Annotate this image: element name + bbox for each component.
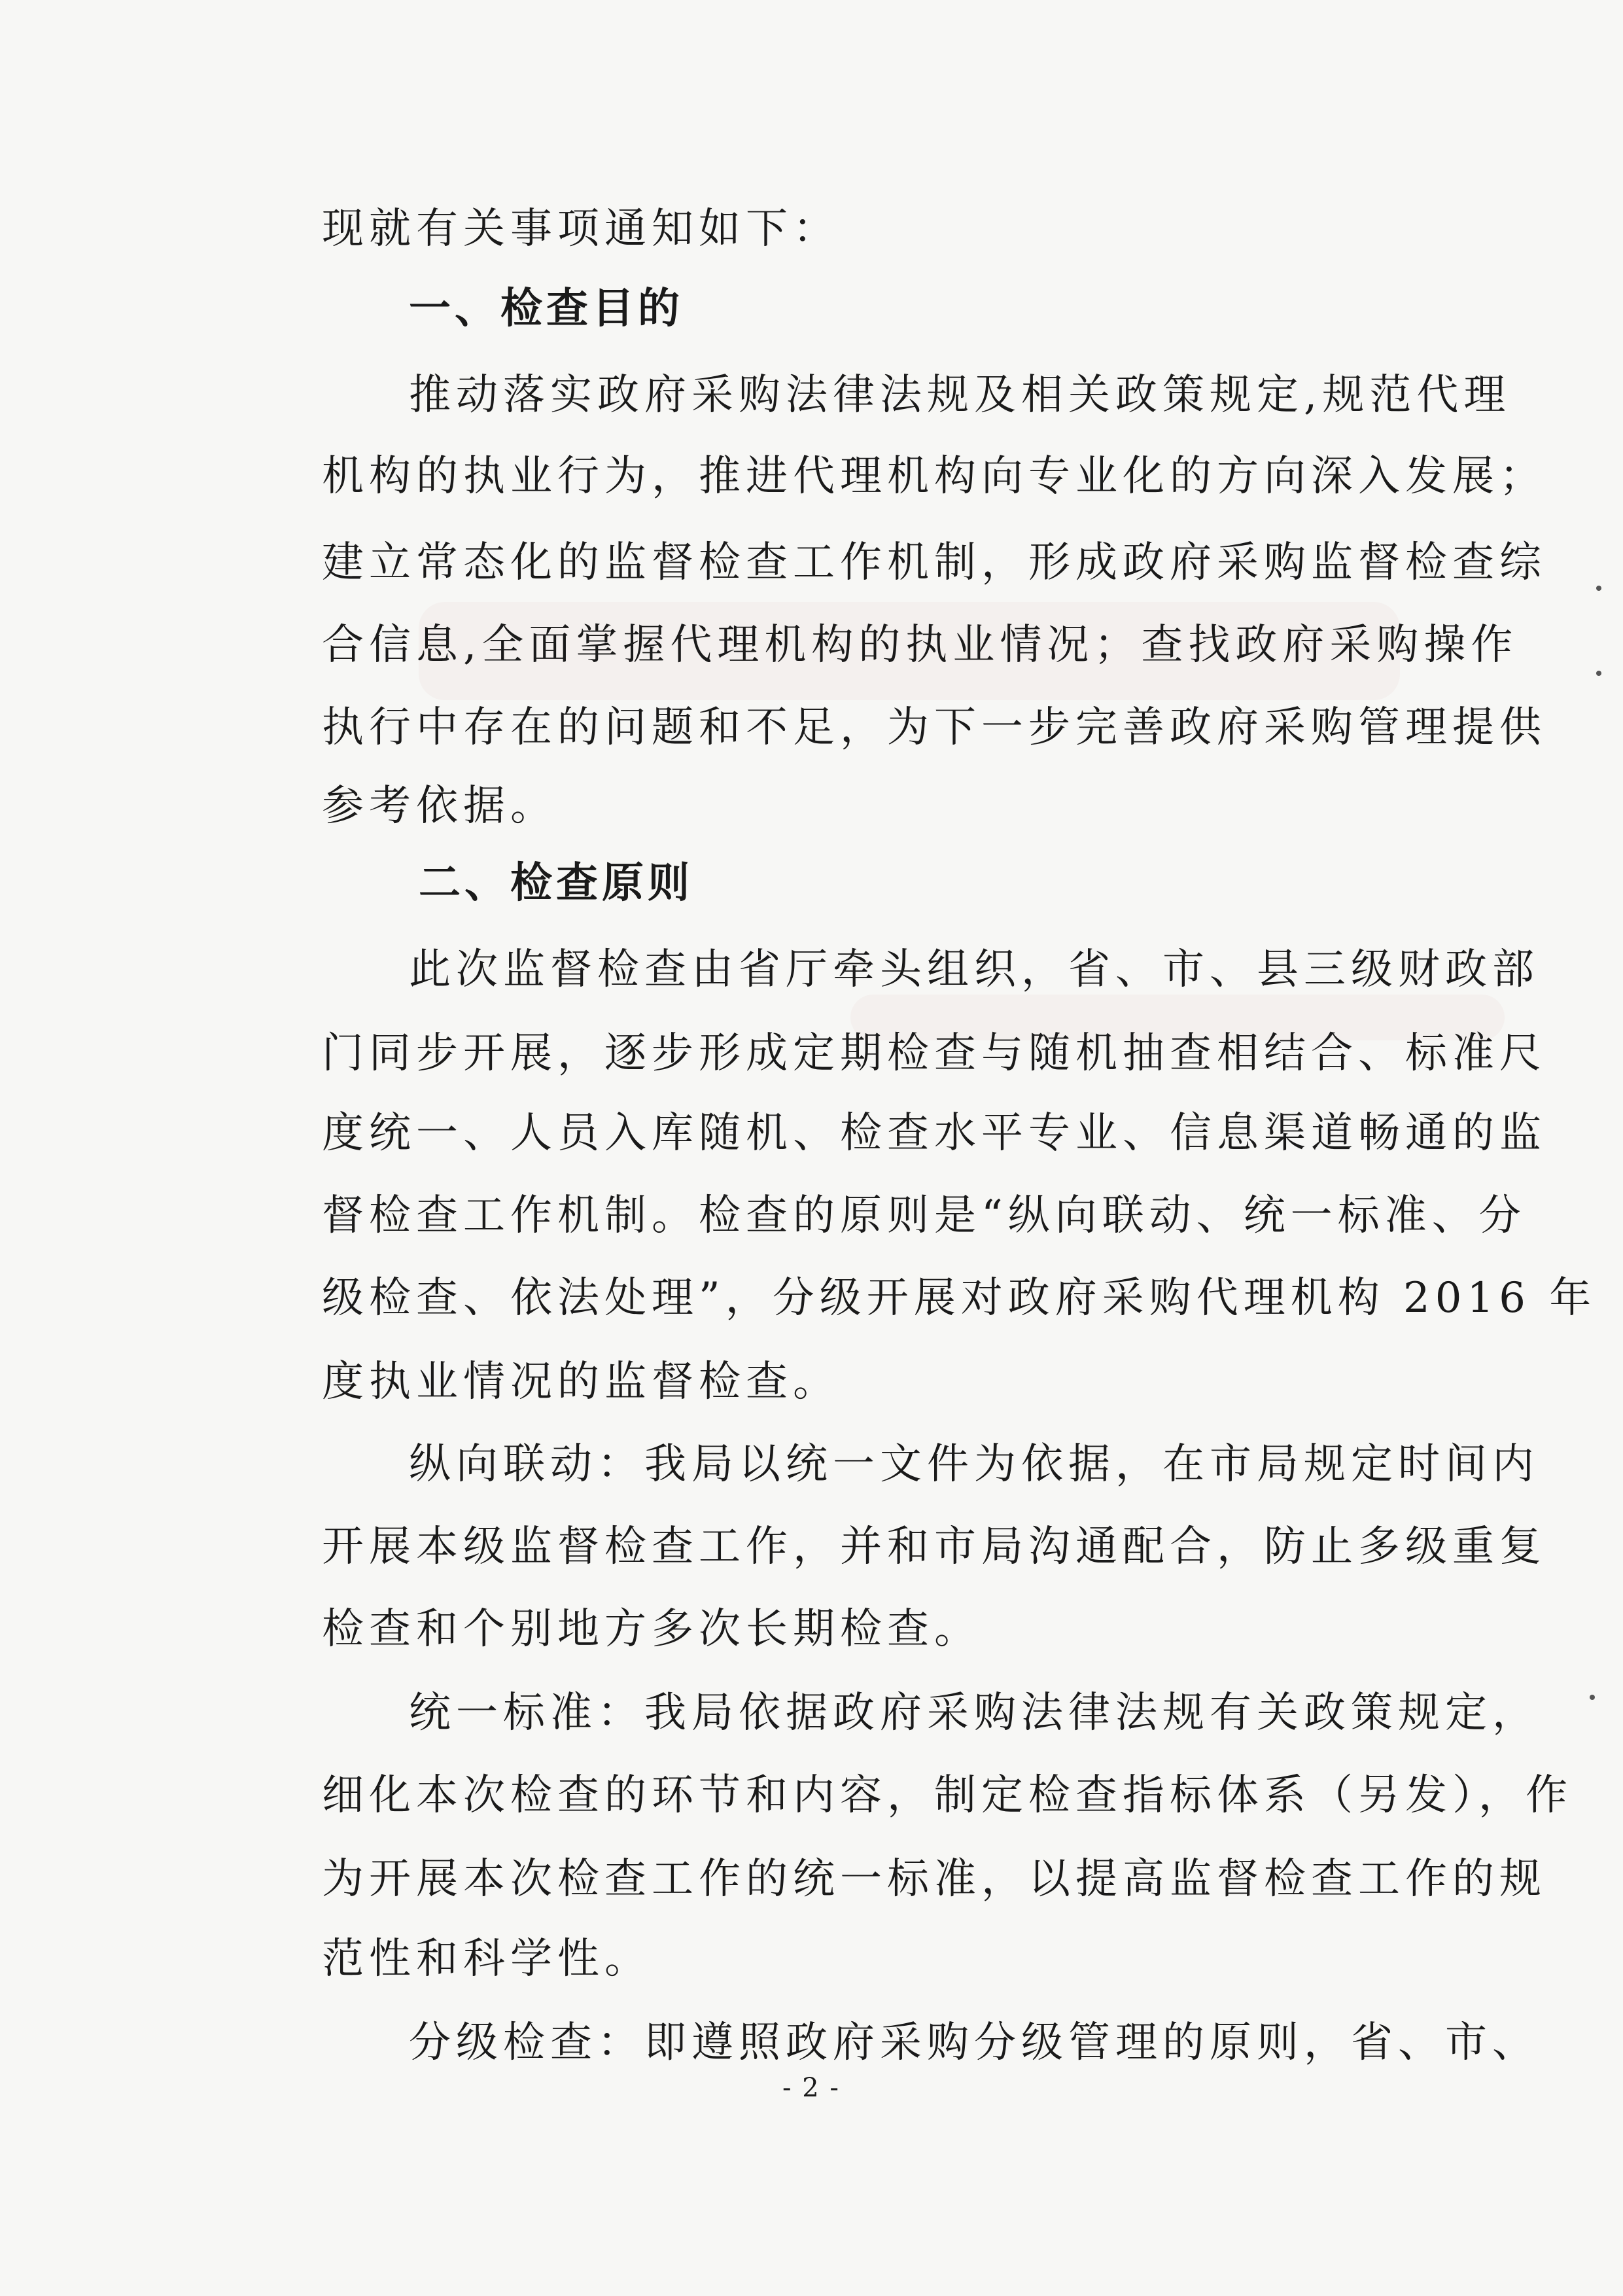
- body-line: 督检查工作机制。检查的原则是“纵向联动、统一标准、分: [322, 1192, 1526, 1240]
- body-line: 执行中存在的问题和不足，为下一步完善政府采购管理提供: [322, 703, 1546, 752]
- body-line: 为开展本次检查工作的统一标准，以提高监督检查工作的规: [322, 1855, 1546, 1903]
- body-line: 此次监督检查由省厅牵头组织，省、市、县三级财政部: [409, 945, 1539, 994]
- body-line: 推动落实政府采购法律法规及相关政策规定,规范代理: [409, 371, 1511, 419]
- body-line: 细化本次检查的环节和内容，制定检查指标体系（另发），作: [322, 1771, 1573, 1820]
- body-line: 参考依据。: [322, 782, 557, 830]
- body-line: 门同步开展，逐步形成定期检查与随机抽查相结合、标准尺: [322, 1029, 1546, 1078]
- section-heading: 一、检查目的: [409, 285, 684, 333]
- body-line: 级检查、依法处理”，分级开展对政府采购代理机构 2016 年: [322, 1274, 1597, 1322]
- body-line: 开展本级监督检查工作，并和市局沟通配合，防止多级重复: [322, 1523, 1546, 1571]
- body-line: 分级检查：即遵照政府采购分级管理的原则，省、市、: [409, 2019, 1539, 2067]
- body-line: 度执业情况的监督检查。: [322, 1358, 840, 1406]
- body-line: 建立常态化的监督检查工作机制，形成政府采购监督检查综: [322, 539, 1546, 587]
- scan-speck: [1596, 671, 1601, 676]
- body-line: 纵向联动：我局以统一文件为依据，在市局规定时间内: [409, 1440, 1539, 1489]
- body-line: 统一标准：我局依据政府采购法律法规有关政策规定，: [409, 1689, 1539, 1737]
- body-line: 检查和个别地方多次长期检查。: [322, 1605, 981, 1653]
- body-line: 度统一、人员入库随机、检查水平专业、信息渠道畅通的监: [322, 1109, 1546, 1157]
- scan-speck: [1590, 1695, 1595, 1700]
- scan-speck: [1596, 586, 1601, 591]
- body-line: 机构的执业行为，推进代理机构向专业化的方向深入发展；: [322, 452, 1546, 501]
- body-line: 现就有关事项通知如下：: [322, 205, 840, 253]
- body-line: 范性和科学性。: [322, 1935, 652, 1983]
- body-line: 合信息,全面掌握代理机构的执业情况；查找政府采购操作: [322, 621, 1518, 669]
- page-number: - 2 -: [782, 2073, 840, 2103]
- section-heading: 二、检查原则: [419, 859, 693, 908]
